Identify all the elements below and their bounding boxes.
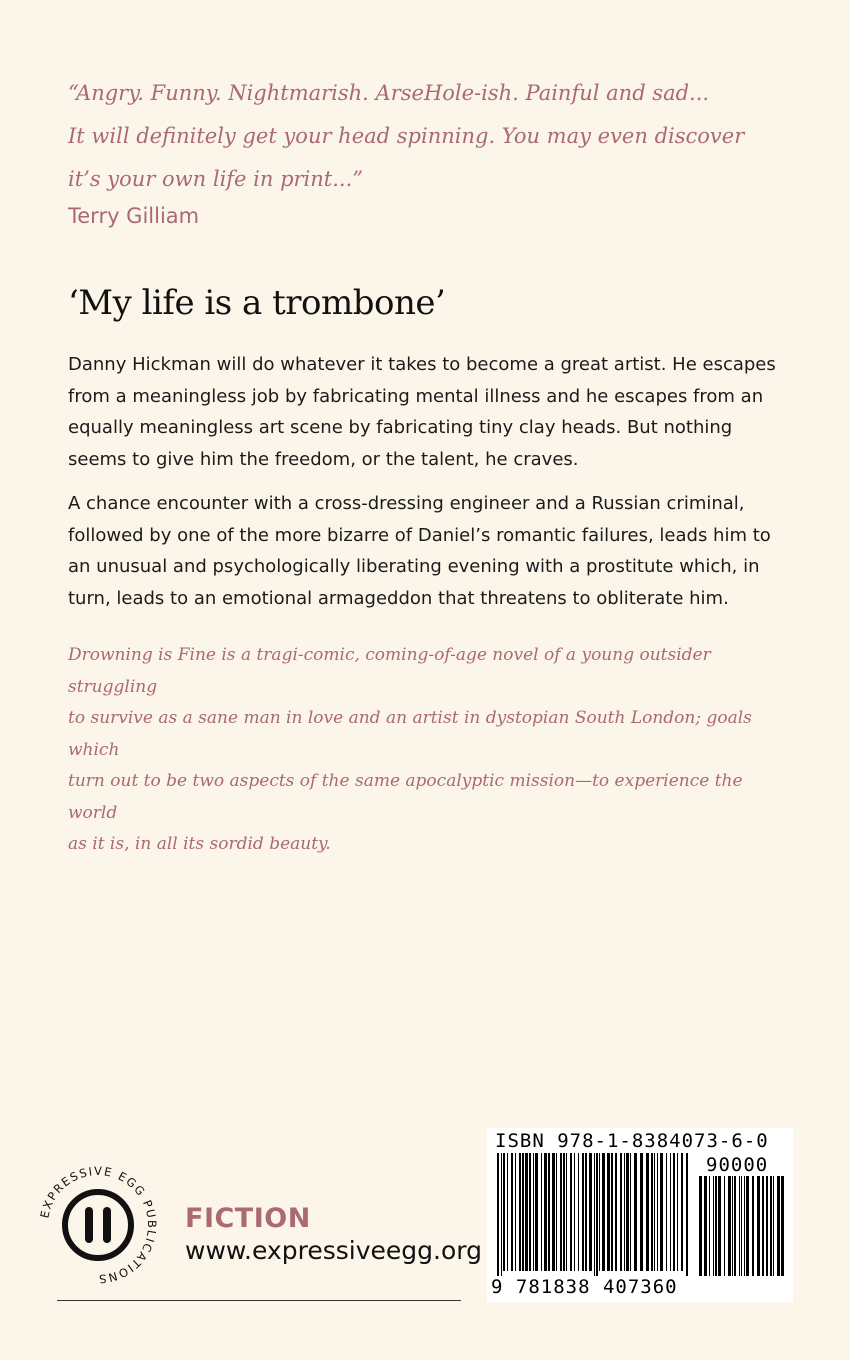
barcode-bar bbox=[519, 1153, 521, 1271]
addon-barcode-bars bbox=[699, 1176, 787, 1276]
barcode-bar bbox=[615, 1153, 617, 1271]
barcode-bar bbox=[673, 1153, 675, 1271]
barcode-bar bbox=[766, 1176, 768, 1276]
divider bbox=[57, 1300, 461, 1301]
barcode-bar bbox=[525, 1153, 528, 1271]
barcode-bar bbox=[594, 1153, 595, 1276]
barcode-bar bbox=[741, 1176, 742, 1276]
blurb-line: turn out to be two aspects of the same apocalyptic mission—to experience the world bbox=[68, 771, 743, 823]
barcode-bar bbox=[744, 1176, 745, 1276]
barcode-bar bbox=[560, 1153, 562, 1271]
quote-line: it’s your own life in print...” bbox=[68, 167, 363, 191]
blurb-line: as it is, in all its sordid beauty. bbox=[68, 834, 331, 854]
barcode-bar bbox=[777, 1176, 780, 1276]
ean-barcode-bars bbox=[497, 1153, 693, 1276]
barcode-bar bbox=[630, 1153, 631, 1271]
barcode-bar bbox=[599, 1153, 600, 1271]
barcode-bar bbox=[626, 1153, 629, 1271]
barcode-bar bbox=[570, 1153, 572, 1271]
barcode-bar bbox=[640, 1153, 643, 1271]
barcode-bar bbox=[670, 1153, 671, 1271]
barcode-bar bbox=[574, 1153, 575, 1271]
barcode-bar bbox=[515, 1153, 516, 1271]
barcode-bar bbox=[566, 1153, 567, 1271]
barcode-bar bbox=[611, 1153, 613, 1271]
barcode-bar bbox=[646, 1153, 649, 1271]
page-title: ‘My life is a trombone’ bbox=[68, 283, 446, 323]
barcode-bar bbox=[709, 1176, 710, 1276]
barcode-bar bbox=[548, 1153, 550, 1271]
barcode-bar bbox=[728, 1176, 731, 1276]
barcode-bar bbox=[522, 1153, 524, 1271]
barcode-bar bbox=[607, 1153, 610, 1271]
genre-label: FICTION bbox=[185, 1203, 311, 1234]
quote-line: It will definitely get your head spinning. You may even discover bbox=[68, 124, 745, 148]
barcode-bar bbox=[585, 1153, 587, 1271]
quote-line: “Angry. Funny. Nightmarish. ArseHole-ish. Painful and sad... bbox=[68, 81, 710, 105]
synopsis-paragraph: Danny Hickman will do whatever it takes to become a great artist. He escapes from a meaningless job by fabricating mental illness and he escapes from an equally meaningless art scene by fabricating tiny clay heads. But nothing seems to give him the freedom, or the talent, he craves. bbox=[68, 354, 776, 470]
barcode-bar bbox=[541, 1153, 542, 1271]
review-quote bbox=[68, 72, 788, 201]
barcode-bar bbox=[681, 1153, 683, 1271]
barcode-bar bbox=[544, 1153, 547, 1271]
barcode-bar bbox=[666, 1153, 667, 1271]
barcode-bar bbox=[739, 1176, 740, 1276]
barcode-bar bbox=[660, 1153, 663, 1271]
barcode-bar bbox=[533, 1153, 534, 1271]
barcode-bar bbox=[699, 1176, 702, 1276]
svg-text:EXPRESSIVE EGG PUBLICATIONS bbox=[37, 1164, 159, 1286]
isbn-barcode bbox=[487, 1128, 793, 1302]
barcode-bar bbox=[634, 1153, 637, 1271]
barcode-bar bbox=[624, 1153, 625, 1271]
blurb-line: Drowning is Fine is a tragi-comic, coming-of-age novel of a young outsider struggling bbox=[68, 645, 711, 697]
barcode-bar bbox=[563, 1153, 565, 1271]
book-blurb bbox=[68, 640, 768, 861]
barcode-bar bbox=[654, 1153, 655, 1271]
barcode-bar bbox=[578, 1153, 579, 1271]
barcode-bar bbox=[686, 1153, 688, 1276]
barcode-bar bbox=[503, 1153, 505, 1271]
barcode-bar bbox=[724, 1176, 725, 1276]
barcode-bar bbox=[589, 1153, 592, 1271]
barcode-bar bbox=[582, 1153, 584, 1271]
barcode-bar bbox=[556, 1153, 557, 1271]
synopsis bbox=[68, 349, 788, 627]
barcode-bar bbox=[497, 1153, 499, 1276]
publisher-website: www.expressiveegg.org bbox=[185, 1236, 482, 1265]
barcode-bar bbox=[770, 1176, 772, 1276]
barcode-bar bbox=[535, 1153, 538, 1271]
barcode-bar bbox=[657, 1153, 658, 1271]
barcode-bar bbox=[620, 1153, 622, 1271]
barcode-bar bbox=[596, 1153, 598, 1276]
ean-digits: 9 781838 407360 bbox=[491, 1276, 678, 1298]
barcode-bar bbox=[734, 1176, 736, 1276]
barcode-bar bbox=[762, 1176, 764, 1276]
pause-egg-icon bbox=[36, 1163, 160, 1287]
barcode-bar bbox=[757, 1176, 760, 1276]
isbn-label: ISBN 978-1-8384073-6-0 bbox=[495, 1130, 769, 1152]
barcode-bar bbox=[677, 1153, 678, 1271]
barcode-bar bbox=[552, 1153, 555, 1271]
barcode-bar bbox=[704, 1176, 707, 1276]
barcode-bar bbox=[602, 1153, 605, 1271]
price-code: 90000 bbox=[706, 1154, 769, 1176]
barcode-bar bbox=[781, 1176, 784, 1276]
barcode-bar bbox=[773, 1176, 774, 1276]
barcode-bar bbox=[752, 1176, 754, 1276]
barcode-bar bbox=[715, 1176, 717, 1276]
quote-attribution: Terry Gilliam bbox=[68, 204, 200, 228]
barcode-bar bbox=[713, 1176, 714, 1276]
barcode-bar bbox=[746, 1176, 749, 1276]
barcode-bar bbox=[732, 1176, 733, 1276]
barcode-bar bbox=[511, 1153, 513, 1271]
logo-ring-text: EXPRESSIVE EGG PUBLICATIONS bbox=[37, 1163, 160, 1287]
barcode-bar bbox=[501, 1153, 502, 1276]
publisher-logo bbox=[36, 1163, 160, 1287]
blurb-line: to survive as a sane man in love and an artist in dystopian South London; goals which bbox=[68, 708, 752, 760]
barcode-bar bbox=[507, 1153, 508, 1271]
barcode-bar bbox=[718, 1176, 721, 1276]
synopsis-paragraph: A chance encounter with a cross-dressing engineer and a Russian criminal, followed by one of the more bizarre of Daniel’s romantic failures, leads him to an unusual and psychologically liberating evening with a prostitute which, in turn, leads to an emotional armageddon that threatens to obliterate him. bbox=[68, 493, 771, 609]
barcode-bar bbox=[529, 1153, 531, 1271]
barcode-bar bbox=[651, 1153, 653, 1271]
